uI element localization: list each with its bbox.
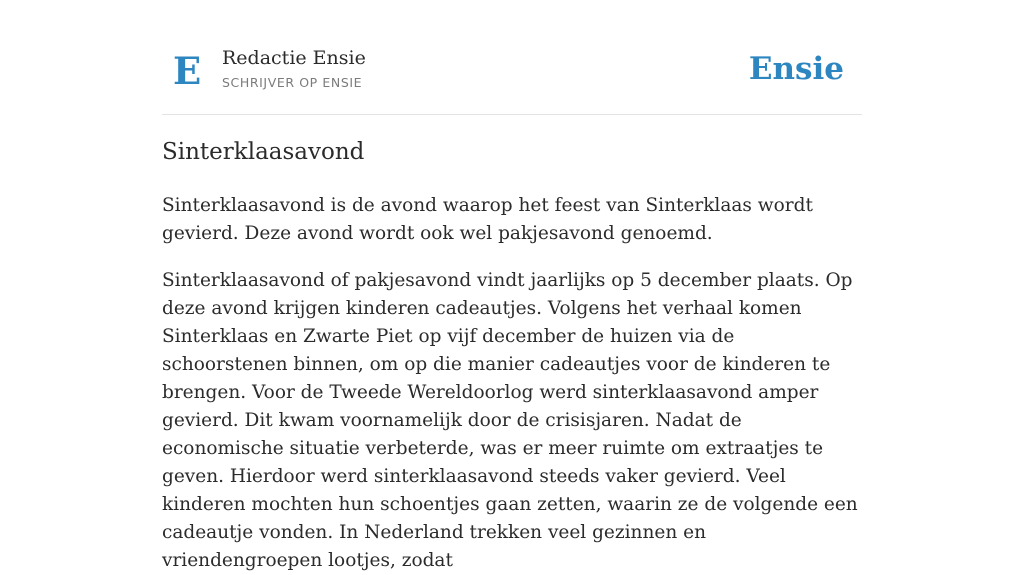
author-role: SCHRIJVER OP ENSIE xyxy=(222,75,363,90)
header xyxy=(162,0,862,115)
author-avatar-logo[interactable]: E xyxy=(173,49,202,93)
article-title: Sinterklaasavond xyxy=(162,139,365,165)
article-paragraph-intro: Sinterklaasavond is de avond waarop het feest van Sinterklaas wordt gevierd. Deze avond wordt ook wel pakjesavond genoemd. xyxy=(162,195,813,244)
article-body xyxy=(162,136,862,575)
article-paragraph-main: Sinterklaasavond of pakjesavond vindt jaarlijks op 5 december plaats. Op deze avond krijgen kinderen cadeautjes. Volgens het verhaal komen Sinterklaas en Zwarte Piet op vijf december de huizen via de schoorstenen binnen, om op die manier cadeautjes voor de kinderen te brengen. Voor de Tweede Wereldoorlog werd sinterklaasavond amper gevierd. Dit kwam voornamelijk door de crisisjaren. Nadat de economische situatie verbeterde, was er meer ruimte om extraatjes te geven. Hierdoor werd sinterklaasavond steeds vaker gevierd. Veel kinderen mochten hun schoentjes gaan zetten, waarin ze de volgende een cadeautje vonden. In Nederland trekken veel gezinnen en vriendengroepen lootjes, zodat xyxy=(162,270,858,571)
brand-logo-link[interactable]: Ensie xyxy=(748,51,844,87)
author-name-link[interactable]: Redactie Ensie xyxy=(222,47,366,69)
